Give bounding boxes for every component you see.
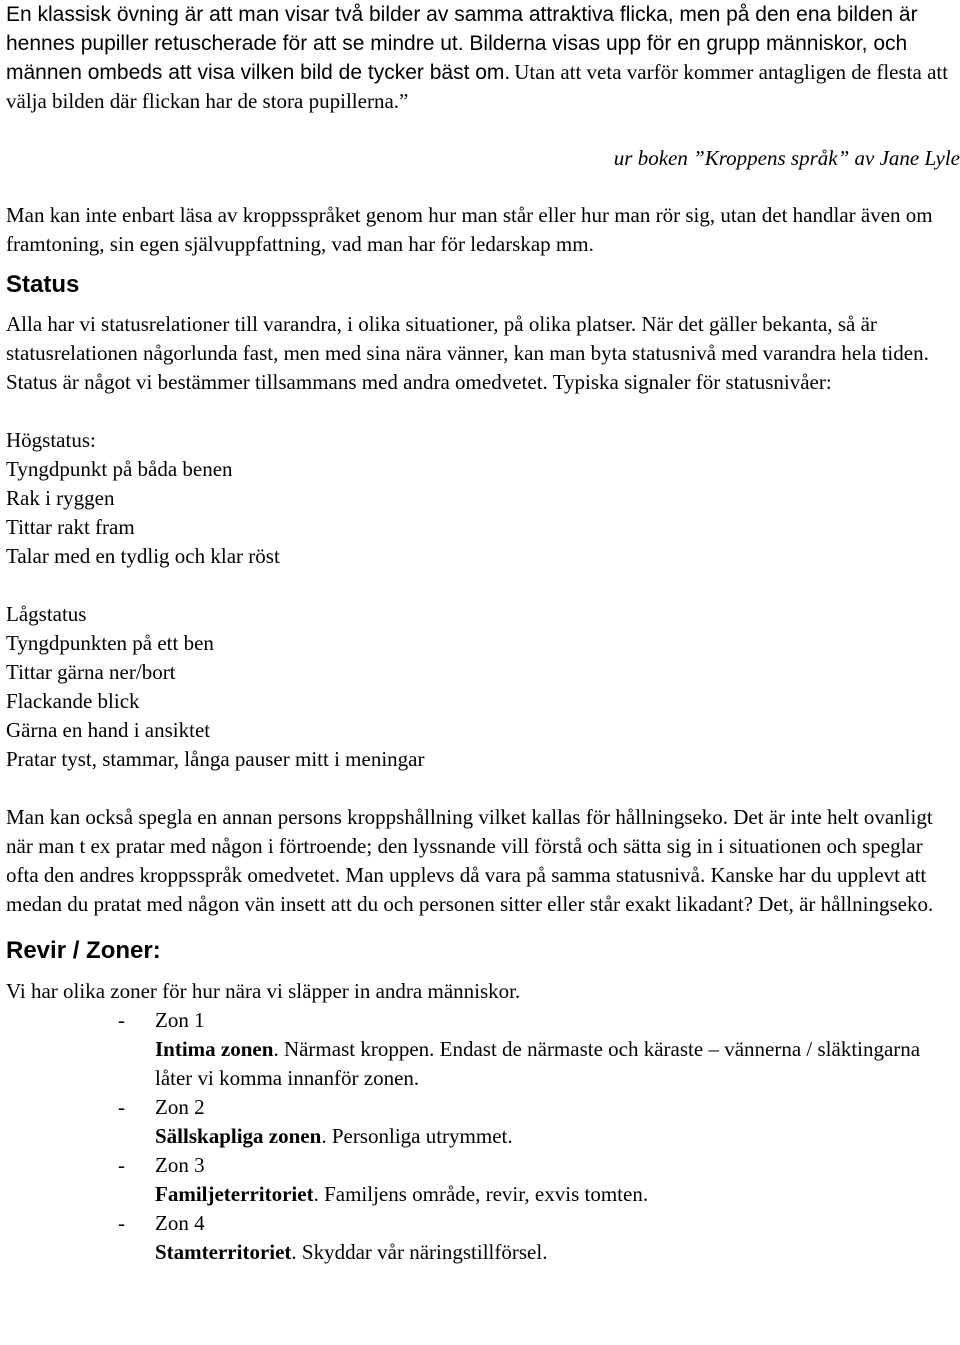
- list-item: Tyngdpunkt på båda benen: [6, 457, 233, 481]
- dash-bullet: -: [118, 1211, 125, 1235]
- book-citation: ur boken ”Kroppens språk” av Jane Lyle: [613, 146, 960, 170]
- intro-text-serif: Utan att veta varför kommer antagligen de flesta att välja bilden där flickan har de stora pupillerna.”: [6, 60, 949, 113]
- list-item: Tyngdpunkten på ett ben: [6, 631, 214, 655]
- high-status-list: [6, 426, 956, 571]
- zone-term: Intima zonen: [155, 1037, 274, 1061]
- zone-text: . Skyddar vår näringstillförsel.: [291, 1240, 548, 1264]
- body-language-paragraph: Man kan inte enbart läsa av kroppsspråket genom hur man står eller hur man rör sig, utan det handlar även om framtoning, sin egen självuppfattning, vad man har för ledarskap mm.: [6, 203, 933, 256]
- zone-description: [155, 1180, 956, 1209]
- dash-bullet: -: [118, 1095, 125, 1119]
- zone-term: Familjeterritoriet: [155, 1182, 314, 1206]
- high-status-title: Högstatus:: [6, 428, 96, 452]
- list-item: Gärna en hand i ansiktet: [6, 718, 211, 742]
- revir-heading: Revir / Zoner:: [6, 937, 161, 964]
- zone-name: Zon 4: [155, 1211, 205, 1235]
- zone-text: . Närmast kroppen. Endast de närmaste och käraste – vännerna / släktingarna låter vi komma innanför zonen.: [155, 1037, 921, 1090]
- list-item: Talar med en tydlig och klar röst: [6, 544, 280, 568]
- low-status-list: [6, 600, 956, 774]
- intro-paragraph: [6, 0, 956, 116]
- zone-list: [6, 1006, 956, 1267]
- document-page: [6, 0, 960, 1267]
- zone-description: [155, 1035, 956, 1093]
- zone-term: Sällskapliga zonen: [155, 1124, 322, 1148]
- list-item: Pratar tyst, stammar, långa pauser mitt i meningar: [6, 747, 425, 771]
- zone-name: Zon 2: [155, 1095, 205, 1119]
- zone-item-3: [6, 1151, 956, 1209]
- zone-text: . Personliga utrymmet.: [321, 1124, 513, 1148]
- status-paragraph: Alla har vi statusrelationer till varandra, i olika situationer, på olika platser. När det gäller bekanta, så är statusrelationen någorlunda fast, men med sina nära vänner, kan man byta statusnivå med varandra hela tiden. Status är något vi bestämmer tillsammans med andra omedvetet. Typiska signaler för statusnivåer:: [6, 312, 929, 394]
- list-item: Flackande blick: [6, 689, 140, 713]
- zone-description: [155, 1122, 956, 1151]
- dash-bullet: -: [118, 1153, 125, 1177]
- list-item: Tittar rakt fram: [6, 515, 135, 539]
- zone-item-2: [6, 1093, 956, 1151]
- list-item: Rak i ryggen: [6, 486, 115, 510]
- zone-text: . Familjens område, revir, exvis tomten.: [313, 1182, 649, 1206]
- zone-item-4: [6, 1209, 956, 1267]
- zone-name: Zon 1: [155, 1008, 205, 1032]
- list-item: Tittar gärna ner/bort: [6, 660, 176, 684]
- zone-name: Zon 3: [155, 1153, 205, 1177]
- zone-term: Stamterritoriet: [155, 1240, 292, 1264]
- status-heading: Status: [6, 271, 80, 298]
- posture-echo-paragraph: Man kan också spegla en annan persons kroppshållning vilket kallas för hållningseko. Det är inte helt ovanligt när man t ex pratar med någon i förtroende; den lyssnande vill förstå och sätta sig in i situationen och speglar ofta den andres kroppsspråk omedvetet. Man upplevs då vara på samma statusnivå. Kanske har du upplevt att medan du pratat med någon vän insett att du och personen sitter eller står exakt likadant? Det, är hållningseko.: [6, 805, 934, 916]
- intro-text-sans: En klassisk övning är att man visar två bilder av samma attraktiva flicka, men på den ena bilden är hennes pupiller retuscherade för att se mindre ut. Bilderna visas upp för en grupp människor, och männen ombeds att visa vilken bild de tycker bäst om.: [6, 3, 918, 84]
- low-status-title: Lågstatus: [6, 602, 87, 626]
- zone-item-1: [6, 1006, 956, 1093]
- zone-description: [155, 1238, 956, 1267]
- revir-intro: Vi har olika zoner för hur nära vi släpper in andra människor.: [6, 979, 521, 1003]
- dash-bullet: -: [118, 1008, 125, 1032]
